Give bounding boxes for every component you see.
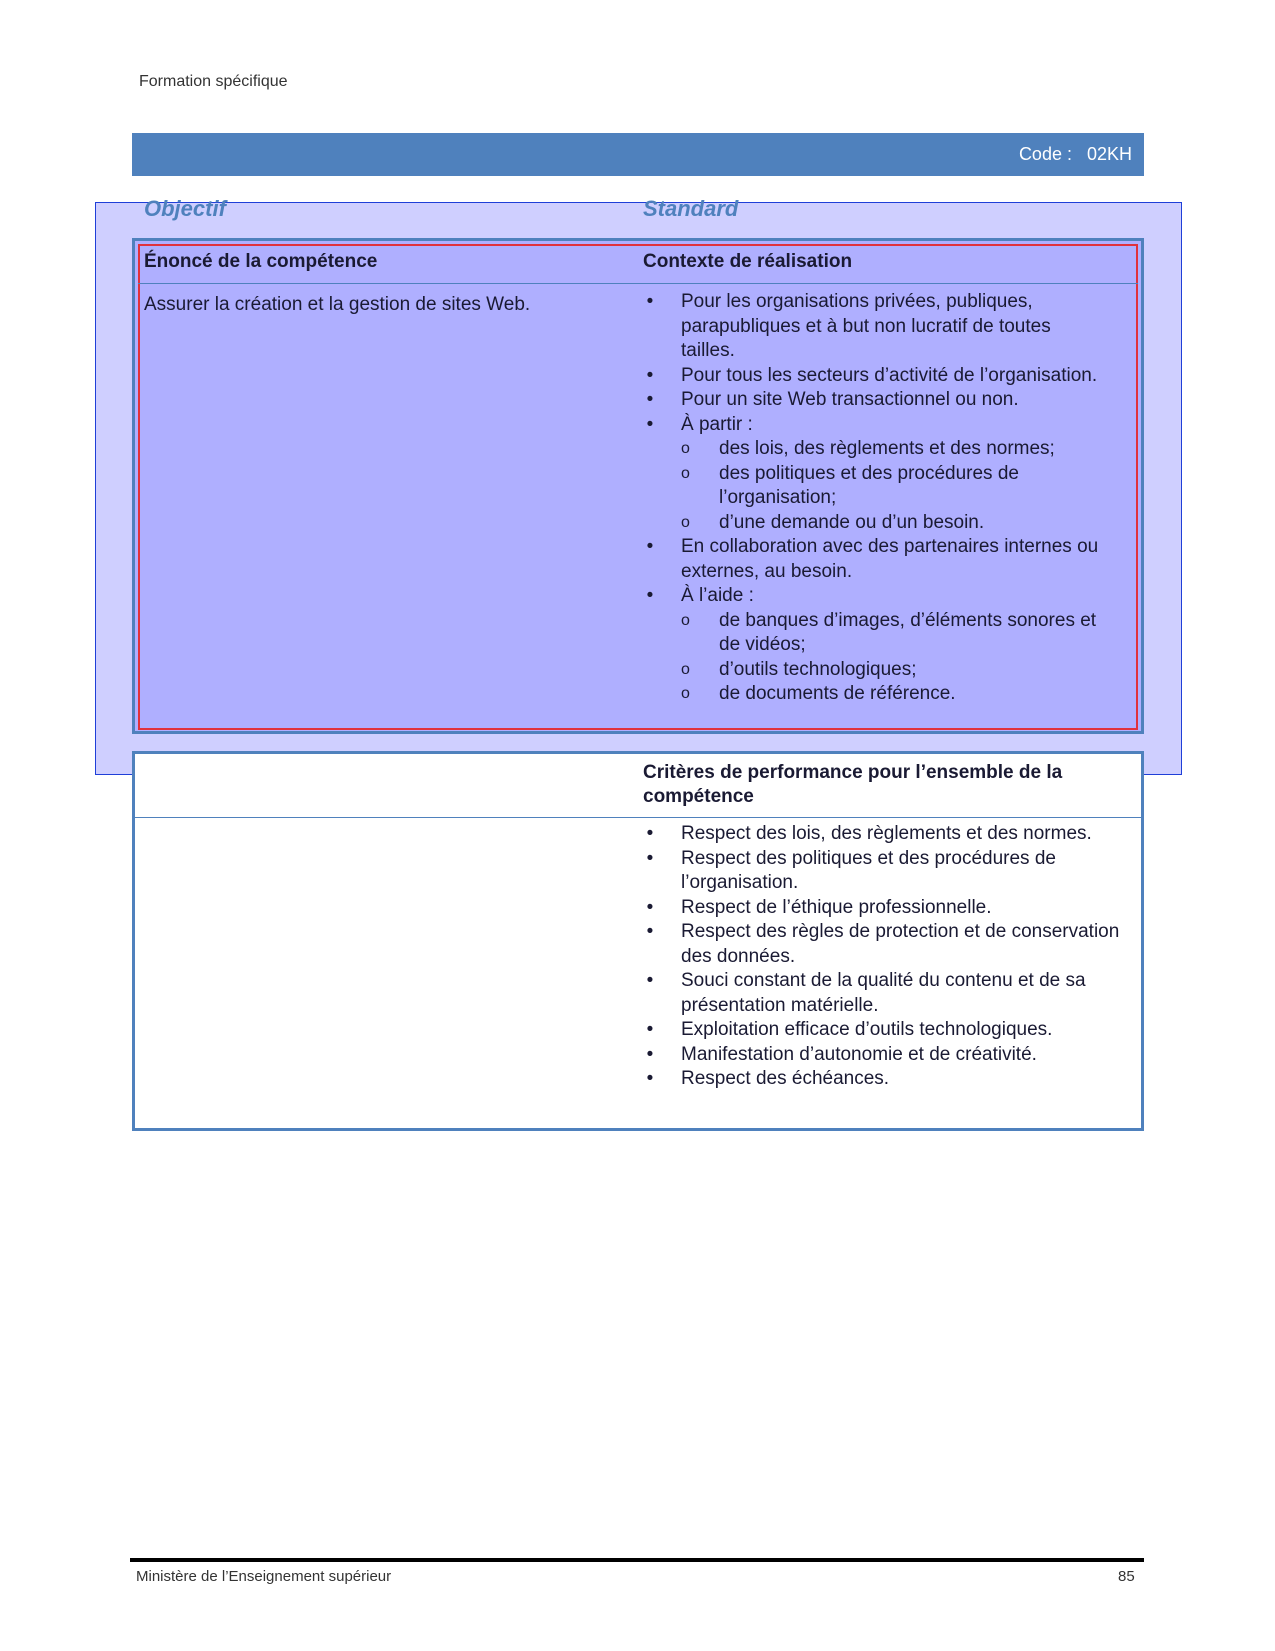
context-subitem xyxy=(681,658,1108,683)
bullet-icon: • xyxy=(646,921,654,942)
criteria-item-text: Manifestation d’autonomie et de créativité. xyxy=(681,1043,1037,1065)
bullet-icon: • xyxy=(646,1043,654,1065)
criteria-item-text: Souci constant de la qualité du contenu et de sa présentation matérielle. xyxy=(681,970,1086,1016)
bullet-icon: • xyxy=(646,536,654,557)
criteria-item-text: Respect des politiques et des procédures de l’organisation. xyxy=(681,847,1056,893)
sub-bullet-icon: o xyxy=(681,685,690,702)
bullet-icon: • xyxy=(646,823,654,844)
footer-ministry: Ministère de l’Enseignement supérieur xyxy=(136,1568,392,1585)
criteria-item xyxy=(643,1043,1128,1068)
context-item xyxy=(643,413,1108,536)
criteria-item-text: Exploitation efficace d’outils technologiques. xyxy=(681,1019,1053,1040)
bullet-icon: • xyxy=(646,585,654,606)
context-subitem-text: des politiques et des procédures de l’organisation; xyxy=(719,462,1019,508)
criteria-heading: Critères de performance pour l’ensemble de la compétence xyxy=(643,762,1063,807)
context-subitem xyxy=(681,609,1108,658)
bullet-icon: • xyxy=(646,413,654,435)
context-subitem-text: de banques d’images, d’éléments sonores et de vidéos; xyxy=(719,609,1097,655)
bullet-icon: • xyxy=(646,389,654,410)
bullet-icon: • xyxy=(646,847,654,869)
criteria-item xyxy=(643,1067,1128,1092)
context-subitem-text: des lois, des règlements et des normes; xyxy=(719,438,1055,459)
context-item-text: Pour un site Web transactionnel ou non. xyxy=(681,389,1019,410)
context-subitem-text: d’outils technologiques; xyxy=(719,658,917,680)
context-item xyxy=(643,290,1108,364)
bullet-icon: • xyxy=(646,1068,654,1089)
footer-rule xyxy=(130,1558,1144,1562)
context-item-text: À l’aide : xyxy=(681,585,754,606)
criteria-item xyxy=(643,920,1128,969)
criteria-item xyxy=(643,896,1128,921)
competence-heading: Énoncé de la compétence xyxy=(144,251,378,272)
context-subitem xyxy=(681,682,1108,707)
context-item-text: Pour tous les secteurs d’activité de l’organisation. xyxy=(681,364,1098,386)
context-item xyxy=(643,584,1108,707)
context-heading: Contexte de réalisation xyxy=(643,251,853,272)
criteria-item-text: Respect des lois, des règlements et des normes. xyxy=(681,823,1092,844)
table1-header-rule xyxy=(138,283,1138,284)
context-subitem-text: d’une demande ou d’un besoin. xyxy=(719,511,985,533)
competence-statement: Assurer la création et la gestion de sites Web. xyxy=(144,294,531,315)
context-item-text: En collaboration avec des partenaires internes ou externes, au besoin. xyxy=(681,536,1099,582)
criteria-item-text: Respect des échéances. xyxy=(681,1068,890,1089)
bullet-icon: • xyxy=(646,364,654,386)
context-item xyxy=(643,364,1108,389)
bullet-icon: • xyxy=(646,291,654,312)
criteria-item xyxy=(643,969,1128,1018)
sub-bullet-icon: o xyxy=(681,440,690,457)
footer-page-number: 85 xyxy=(1118,1568,1135,1585)
criteria-item xyxy=(643,822,1128,847)
standard-title: Standard xyxy=(643,196,739,221)
context-item xyxy=(643,535,1108,584)
criteria-item xyxy=(643,847,1128,896)
context-list xyxy=(643,290,1108,707)
context-subitem xyxy=(681,511,1108,536)
sub-bullet-icon: o xyxy=(681,611,690,629)
criteria-item-text: Respect des règles de protection et de conservation des données. xyxy=(681,921,1120,967)
code-bar xyxy=(132,133,1144,176)
context-subitem xyxy=(681,462,1108,511)
criteria-item xyxy=(643,1018,1128,1043)
context-item-text: À partir : xyxy=(681,413,753,435)
context-item xyxy=(643,388,1108,413)
objective-title: Objectif xyxy=(144,196,226,221)
context-subitem xyxy=(681,437,1108,462)
sub-bullet-icon: o xyxy=(681,660,690,678)
code-label: Code : 02KH xyxy=(1018,144,1132,164)
section-header: Formation spécifique xyxy=(139,73,288,90)
context-sublist xyxy=(681,609,1108,707)
bullet-icon: • xyxy=(646,970,654,991)
sub-bullet-icon: o xyxy=(681,464,690,482)
criteria-list xyxy=(643,822,1128,1092)
context-item-text: Pour les organisations privées, publiques, parapubliques et à but non lucratif de toutes tailles. xyxy=(681,291,1051,361)
sub-bullet-icon: o xyxy=(681,513,690,531)
context-subitem-text: de documents de référence. xyxy=(719,683,956,704)
bullet-icon: • xyxy=(646,896,654,918)
context-sublist xyxy=(681,437,1108,535)
bullet-icon: • xyxy=(646,1019,654,1040)
table2-header-rule xyxy=(135,817,1141,818)
criteria-item-text: Respect de l’éthique professionnelle. xyxy=(681,896,992,918)
